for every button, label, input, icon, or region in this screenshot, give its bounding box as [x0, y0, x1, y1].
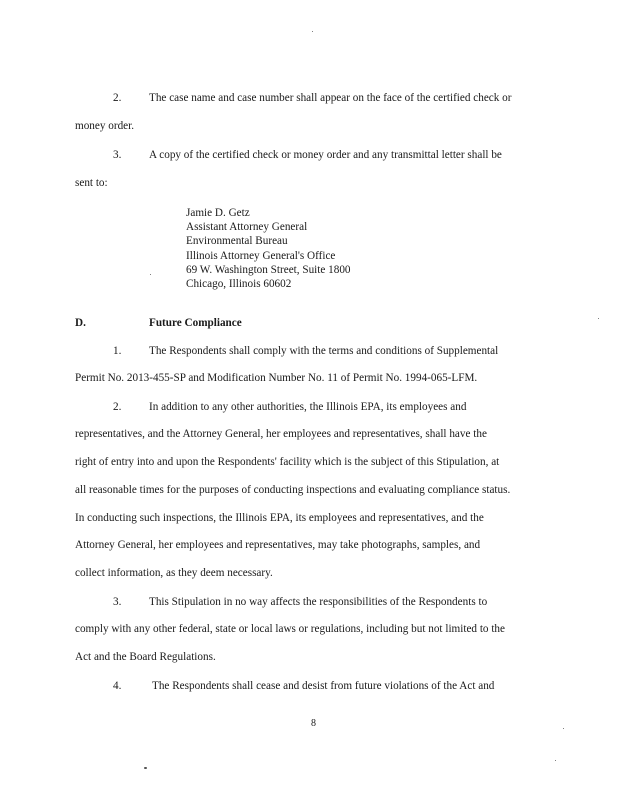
- paragraph-text-line: Act and the Board Regulations.: [75, 651, 216, 663]
- paragraph-text-line: In conducting such inspections, the Illinois EPA, its employees and representatives, and the: [75, 512, 484, 524]
- address-line: Jamie D. Getz: [186, 207, 250, 219]
- paragraph-number: 3.: [113, 596, 122, 608]
- scan-speck: [598, 318, 599, 319]
- address-line: 69 W. Washington Street, Suite 1800: [186, 263, 351, 276]
- paragraph-text-line: money order.: [75, 120, 135, 132]
- page-number: 8: [311, 718, 316, 729]
- paragraph-text-line: right of entry into and upon the Respondents' facility which is the subject of this Stipulation, at: [75, 456, 500, 468]
- paragraph-text-line: comply with any other federal, state or local laws or regulations, including but not limited to the: [75, 623, 505, 635]
- paragraph-number: 2.: [113, 401, 122, 413]
- paragraph-text-line: Permit No. 2013-455-SP and Modification Number No. 11 of Permit No. 1994-065-LFM.: [75, 372, 478, 384]
- address-line: Environmental Bureau: [186, 235, 288, 248]
- paragraph-text-line: collect information, as they deem necessary.: [75, 567, 273, 579]
- paragraph-text-line: In addition to any other authorities, the Illinois EPA, its employees and: [149, 401, 467, 413]
- paragraph-text-line: The Respondents shall comply with the terms and conditions of Supplemental: [149, 345, 499, 357]
- scan-speck: [312, 31, 313, 32]
- scan-speck: [555, 760, 556, 761]
- paragraph-number: 2.: [113, 92, 122, 104]
- paragraph-number: 3.: [113, 149, 122, 161]
- address-line: Chicago, Illinois 60602: [186, 278, 292, 291]
- paragraph-number: 1.: [113, 345, 122, 357]
- paragraph-text-line: The Respondents shall cease and desist from future violations of the Act and: [152, 680, 495, 692]
- paragraph-text-line: This Stipulation in no way affects the responsibilities of the Respondents to: [149, 596, 488, 608]
- section-letter: D.: [75, 317, 86, 329]
- paragraph-text-line: The case name and case number shall appear on the face of the certified check or: [149, 92, 512, 104]
- scan-speck: [144, 767, 147, 769]
- paragraph-text-line: sent to:: [75, 177, 108, 189]
- paragraph-text-line: A copy of the certified check or money order and any transmittal letter shall be: [149, 149, 502, 161]
- scan-speck: [150, 274, 151, 275]
- address-line: Illinois Attorney General's Office: [186, 249, 336, 262]
- paragraph-text-line: representatives, and the Attorney General, her employees and representatives, shall have the: [75, 428, 487, 440]
- paragraph-text-line: Attorney General, her employees and representatives, may take photographs, samples, and: [75, 539, 481, 551]
- address-line: Assistant Attorney General: [186, 221, 308, 234]
- address-block: [186, 206, 351, 291]
- section-heading: Future Compliance: [149, 317, 242, 329]
- scan-speck: [563, 728, 564, 729]
- paragraph-number: 4.: [113, 680, 122, 692]
- paragraph-text-line: all reasonable times for the purposes of conducting inspections and evaluating compliance status.: [75, 484, 511, 496]
